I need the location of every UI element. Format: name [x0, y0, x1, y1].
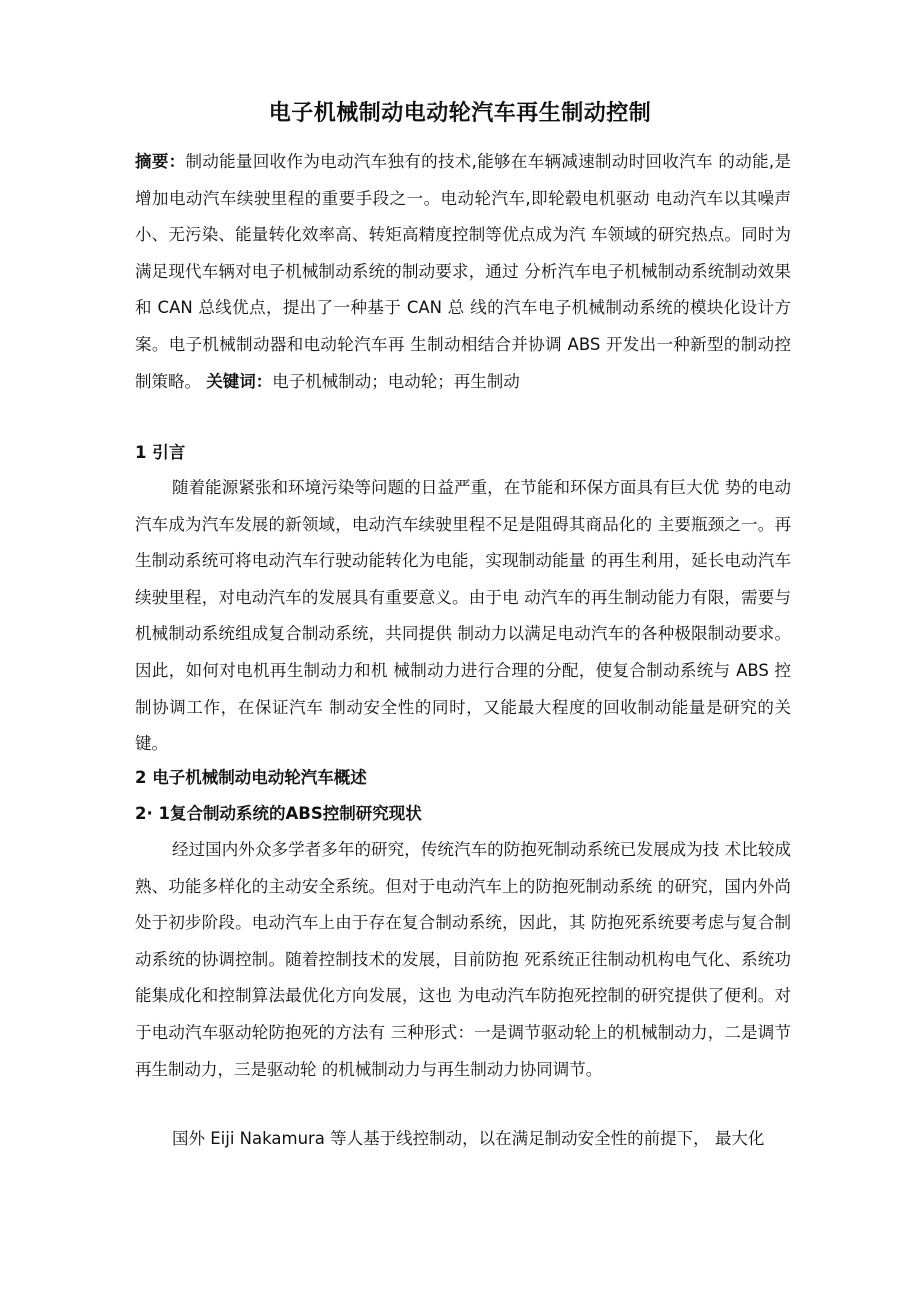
nakamura-paragraph: 国外 Eiji Nakamura 等人基于线控制动，以在满足制动安全性的前提下， 最大化 — [172, 1129, 765, 1148]
abstract-paragraph — [135, 144, 791, 400]
section-heading-overview: 2 电子机械制动电动轮汽车概述 — [135, 768, 367, 787]
keywords-text: 电子机械制动；电动轮；再生制动 — [272, 371, 520, 391]
subsection-heading-abs-research: 2· 1复合制动系统的ABS控制研究现状 — [135, 804, 422, 823]
abstract-label: 摘要： — [135, 152, 186, 171]
abs-research-paragraph: 经过国内外众多学者多年的研究，传统汽车的防抱死制动系统已发展成为技 术比较成熟、功能多样化的主动安全系统。但对于电动汽车上的防抱死制动系统 的研究，国内外尚处于初步阶段。电动汽车上由于存在复合制动系统，因此，其 防抱死系统要考虑与复合制动系统的协调控制。随着控制技术的发展，目前防抱 死系统正往制动机构电气化、系统功能集成化和控制算法最优化方向发展，这也 为电动汽车防抱死控制的研究提供了便利。对于电动汽车驱动轮防抱死的方法有 三种形式：一是调节驱动轮上的机械制动力，二是调节再生制动力，三是驱动轮 的机械制动力与再生制动力协同调节。 — [135, 840, 791, 1079]
introduction-paragraph: 随着能源紧张和环境污染等问题的日益严重，在节能和环保方面具有巨大优 势的电动汽车成为汽车发展的新领域，电动汽车续驶里程不足是阻碍其商品化的 主要瓶颈之一。再生制动系统可将电动汽车行驶动能转化为电能，实现制动能量 的再生利用，延长电动汽车续驶里程，对电动汽车的发展具有重要意义。由于电 动汽车的再生制动能力有限，需要与机械制动系统组成复合制动系统，共同提供 制动力以满足电动汽车的各种极限制动要求。因此，如何对电机再生制动力和机 械制动力进行合理的分配，使复合制动系统与 ABS 控制协调工作，在保证汽车 制动安全性的同时，又能最大程度的回收制动能量是研究的关键。 — [135, 478, 791, 754]
document-title: 电子机械制动电动轮汽车再生制动控制 — [268, 101, 652, 126]
abstract-text: 制动能量回收作为电动汽车独有的技术,能够在车辆减速制动时回收汽车 的动能,是增加电动汽车续驶里程的重要手段之一。电动轮汽车,即轮毂电机驱动 电动汽车以其噪声小、无污染、能量转化效率高、转矩高精度控制等优点成为汽 车领域的研究热点。同时为满足现代车辆对电子机械制动系统的制动要求，通过 分析汽车电子机械制动系统制动效果和 CAN 总线优点，提出了一种基于 CAN 总 线的汽车电子机械制动系统的模块化设计方案。电子机械制动器和电动轮汽车再 生制动相结合并协调 ABS 开发出一种新型的制动控制策略。 — [135, 152, 791, 391]
keywords-label: 关键词： — [206, 371, 273, 391]
section-heading-introduction: 1 引言 — [135, 443, 186, 462]
